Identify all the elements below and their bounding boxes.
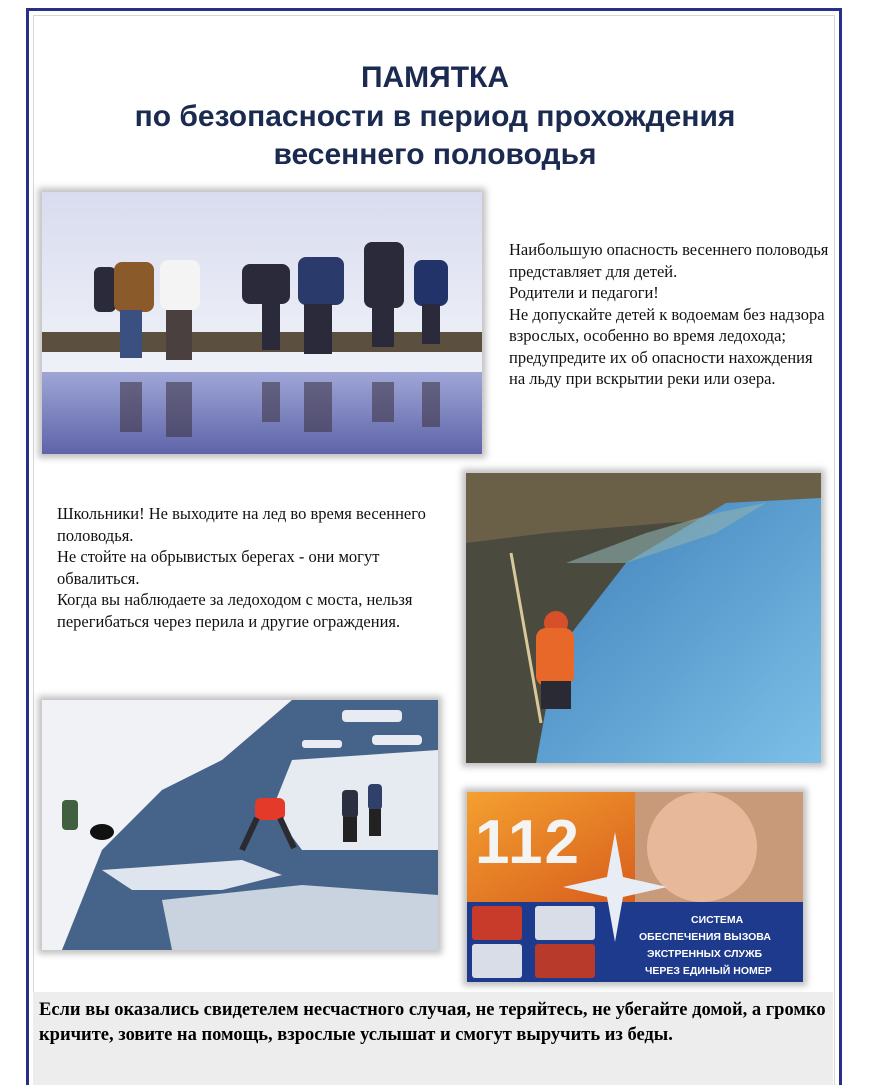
banner-line-1: СИСТЕМА [691, 914, 744, 926]
parents-paragraph-line-3: Не допускайте детей к водоемам без надзора взрослых, особенно во время ледохода; предупредите их об опасности нахождения на льду при вскрытии реки или озера. [509, 304, 825, 388]
page-subtitle-line-1: по безопасности в период прохождения [134, 100, 736, 133]
students-paragraph-line-2: Не стойте на обрывистых берегах - они могут обвалиться. [57, 547, 380, 588]
students-paragraph-line-3: Когда вы наблюдаете за ледоходом с моста, нельзя перегибаться через перила и другие ограждения. [57, 590, 413, 631]
parents-paragraph-line-2: Родители и педагоги! [509, 283, 659, 302]
photo-child-at-river-edge [466, 473, 821, 763]
banner-line-2: ОБЕСПЕЧЕНИЯ ВЫЗОВА [639, 931, 771, 943]
emergency-112-banner [467, 792, 803, 982]
students-paragraph [57, 503, 427, 632]
page-title: ПАМЯТКА [360, 61, 510, 94]
emergency-number: 112 [475, 808, 582, 877]
footer-advice: Если вы оказались свидетелем несчастного случая, не теряйтесь, не убегайте домой, а громко кричите, зовите на помощь, взрослые услышат и смогут выручить из беды. [33, 992, 833, 1085]
page-subtitle-line-2: весеннего половодья [273, 138, 597, 171]
students-paragraph-line-1: Школьники! Не выходите на лед во время весеннего половодья. [57, 504, 426, 545]
banner-line-3: ЭКСТРЕННЫХ СЛУЖБ [647, 948, 763, 960]
parents-paragraph [509, 239, 829, 390]
photo-children-on-ice [42, 192, 482, 454]
photo-children-on-ice-floes [42, 700, 438, 950]
banner-line-4: ЧЕРЕЗ ЕДИНЫЙ НОМЕР [645, 965, 772, 977]
parents-paragraph-line-1: Наибольшую опасность весеннего половодья представляет для детей. [509, 240, 829, 281]
